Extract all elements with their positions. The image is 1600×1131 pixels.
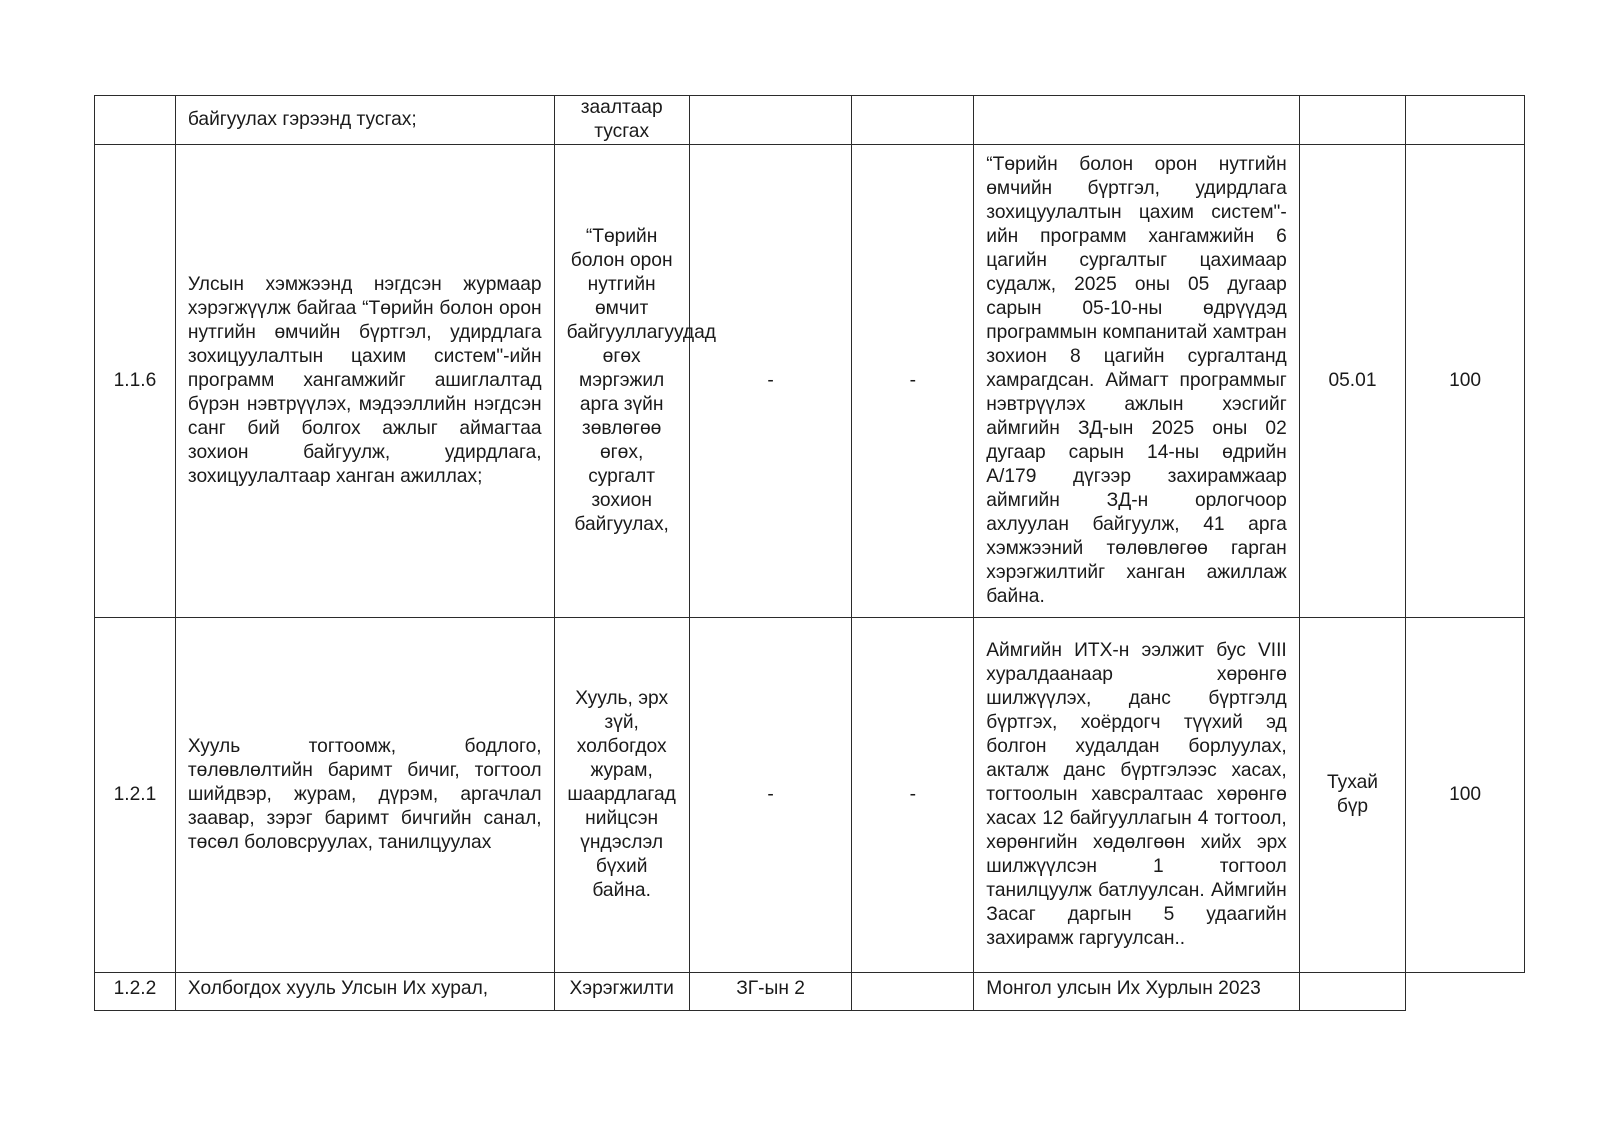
- row-number: 1.1.6: [95, 145, 176, 618]
- indicator-cell: Хэрэгжилти: [554, 973, 689, 1011]
- percent-cell: 100: [1406, 618, 1525, 973]
- report-table: [94, 95, 1525, 1011]
- column-5-cell: [852, 96, 974, 145]
- row-number: 1.2.1: [95, 618, 176, 973]
- table-row: [95, 96, 1525, 145]
- percent-cell: 100: [1406, 145, 1525, 618]
- column-4-cell: -: [689, 618, 852, 973]
- row-number: 1.2.2: [95, 973, 176, 1011]
- progress-cell: “Төрийн болон орон нутгийн өмчийн бүртгэл, удирдлага зохицуулалтын цахим систем"-ийн программ хангамжийн 6 цагийн сургалтыг цахимаар судалж, 2025 оны 05 дугаар сарын 05-10-ны өдрүүдэд программын компанитай хамтран зохион 8 цагийн сургалтанд хамрагдсан. Аймагт программыг нэвтрүүлэх ажлын хэсгийг аймгийн ЗД-ын 2025 оны 02 дугаар сарын 14-ны өдрийн А/179 дүгээр захирамжаар аймгийн ЗД-н орлогчоор ахлуулан байгуулж, 41 арга хэмжээний төлөвлөгөө гарган хэрэгжилтийг хангaн ажиллаж байна.: [974, 145, 1300, 618]
- task-cell: Хууль тогтоомж, бодлого, төлөвлөлтийн баримт бичиг, тогтоол шийдвэр, журам, дүрэм, аргачлал заавар, зэрэг баримт бичгийн санал, төсөл боловсруулах, танилцуулах: [175, 618, 554, 973]
- indicator-cell: Хууль, эрх зүй, холбогдох журам, шаардлагад нийцсэн үндэслэл бүхий байна.: [554, 618, 689, 973]
- date-cell: 05.01: [1299, 145, 1405, 618]
- progress-cell: Аймгийн ИТХ-н ээлжит бус VIII хуралдаанаар хөрөнгө шилжүүлэх, данс бүртгэлд бүртгэх, хоёрдогч түүхий эд болгон худалдан борлуулах, акталж данс бүртгэлээс хасах, тогтоолын хавсралтаас хөрөнгө хасах 12 байгууллагын 4 тогтоол, хөрөнгийн хөдөлгөөн хийх эрх шилжүүлсэн 1 тогтоол танилцуулж батлуулсан. Аймгийн Засаг даргын 5 удаагийн захирамж гаргуулсан..: [974, 618, 1300, 973]
- row-number: [95, 96, 176, 145]
- progress-cell: Монгол улсын Их Хурлын 2023: [974, 973, 1300, 1011]
- task-cell: байгуулах гэрээнд тусгах;: [175, 96, 554, 145]
- task-cell: Холбогдох хууль Улсын Их хурал,: [175, 973, 554, 1011]
- table-row: [95, 973, 1525, 1011]
- date-cell: [1299, 96, 1405, 145]
- date-cell: [1299, 973, 1405, 1011]
- task-cell: Улсын хэмжээнд нэгдсэн журмаар хэрэгжүүлж байгаа “Төрийн болон орон нутгийн өмчийн бүртгэл, удирдлага зохицуулалтын цахим систем"-ийн программ хангамжийг ашиглалтад бүрэн нэвтрүүлэх, мэдээллийн нэгдсэн санг бий болгох ажлыг аймагтаа зохион байгуулж, удирдлага, зохицуулалтаар хангaн ажиллах;: [175, 145, 554, 618]
- percent-cell: [1406, 96, 1525, 145]
- table-row: [95, 145, 1525, 618]
- date-cell: Тухай бүр: [1299, 618, 1405, 973]
- column-4-cell: [689, 96, 852, 145]
- column-5-cell: -: [852, 145, 974, 618]
- column-4-cell: ЗГ-ын 2: [689, 973, 852, 1011]
- indicator-cell: заалтаар тусгах: [554, 96, 689, 145]
- percent-cell: [1406, 973, 1525, 1011]
- column-5-cell: [852, 973, 974, 1011]
- column-5-cell: -: [852, 618, 974, 973]
- indicator-cell: “Төрийн болон орон нутгийн өмчит байгууллагуудад өгөх мэргэжил арга зүйн зөвлөгөө өгөх, сургалт зохион байгуулах,: [554, 145, 689, 618]
- table-row: [95, 618, 1525, 973]
- progress-cell: [974, 96, 1300, 145]
- column-4-cell: -: [689, 145, 852, 618]
